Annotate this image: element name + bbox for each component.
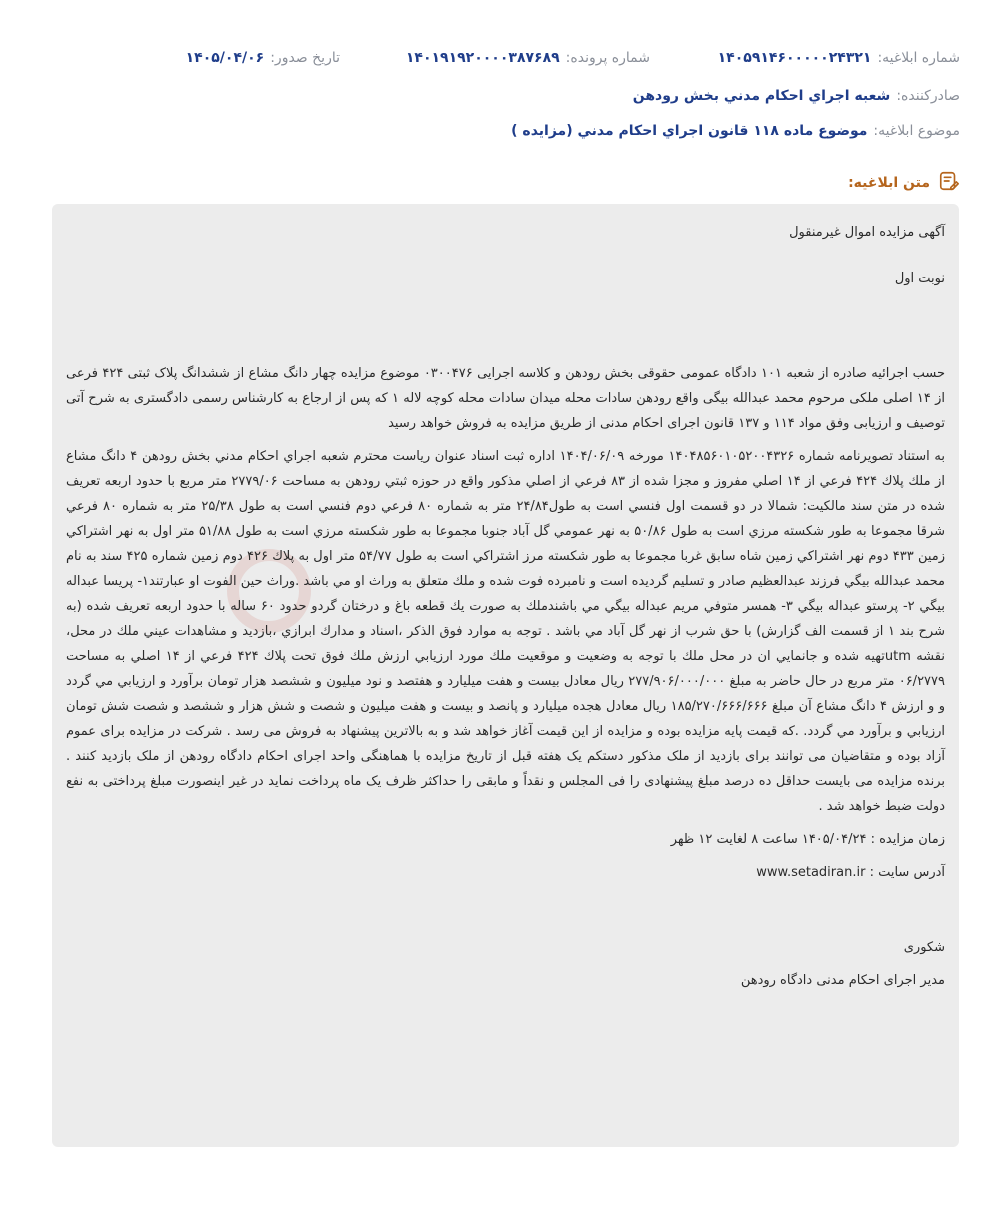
site-address: [66, 860, 945, 885]
site-address-link[interactable]: www.setadiran.ir: [756, 865, 866, 880]
paragraph-2: به استناد تصويرنامه شماره ۱۴۰۴۸۵۶۰۱۰۵۲۰۰۴۳۲۶ مورخه ۱۴۰۴/۰۶/۰۹ اداره ثبت اسناد عنوان رياست محترم شعبه اجراي احكام مدني بخش رودهن ۴ دانگ مشاع از ملك پلاك ۴۲۴ فرعي از ۱۴ اصلي مفروز و مجزا شده از ۸۳ فرعي از اصلي مذكور واقع در حوزه ثبتي رودهن به مساحت ۲۷۷۹/۰۶ متر مربع با حدود اربعه تعريف شده در متن سند مالكيت: شمالا در دو قسمت اول فنسي است به طول۲۴/۸۴ متر به شماره ۸۰ فرعي دوم فنسي است به طول ۲۵/۳۸ متر به شماره ۸۰ فرعي شرقا مجموعا به طور شكسته مرزي است به طول ۵۰/۸۶ به نهر عمومي گل آباد جنوبا مجموعا به طور شكسته مرزي است به طول ۵۱/۸۸ متر اول به نهر اشتراكي زمين ۴۳۳ دوم نهر اشتراكي زمين شاه سابق غربا مجموعا به طور شكسته مرز اشتراكي است به طول ۵۴/۷۷ متر اول به پلاك ۴۲۶ دوم زمين شماره ۴۲۵ سند به نام محمد عبدالله بيگي فرزند عبدالعظيم صادر و تسليم گرديده است و نامبرده فوت شده و ملك متعلق به وراث او مي باشد .وراث حين الفوت او عبارتند۱- پريسا عبداله بيگي ۲- پرستو عبداله بيگي ۳- همسر متوفي مريم عبداله بيگي مي باشندملك به صورت يك قطعه باغ و درختان گردو حدود ۶۰ ساله با حدود اربعه تعريف شده (به شرح بند ۱ از قسمت الف گزارش) با حق شرب از نهر گل آباد مي باشد . توجه به موارد فوق الذكر ،اسناد و مدارك ابرازي ،بازديد و مشاهدات عيني ملك در محل، نقشه utmتهيه شده و جانمايي ان در محل ملك با توجه به وضعيت و موقعيت ملك مورد ارزيابي ارزش ملك فوق تحت پلاك ۴۲۴ فرعي از ۱۴ اصلي به مساحت ۰۶/۲۷۷۹ متر مربع در حال حاضر به مبلغ ۲۷۷/۹۰۶/۰۰۰/۰۰۰ ريال معادل بيست و هفت ميليارد و هفتصد و نود ميليون و ششصد هزار تومان برآورد و ارزيابي مي گردد و و ارزش ۴ دانگ مشاع آن مبلغ ۱۸۵/۲۷۰/۶۶۶/۶۶۶ ريال معادل هجده ميليارد و پانصد و بيست و هفت ميليون و شصت و شش هزار و ششصد و شصت شش تومان ارزيابي و برآورد مي گردد. .که قیمت پایه مزایده بوده و مزایده از این قیمت آغاز خواهد شد و به بالاترین پیشنهاد به فروش می رسد . شرکت در مزایده برای عموم آزاد بوده و متقاضیان می توانند برای بازدید از ملک مذکور دستکم یک هفته قبل از تاریخ مزایده با هماهنگی واحد اجرای احکام دادگاه رودهن از ملک بازدید کنند . برنده مزایده می بایست حداقل ده درصد مبلغ پیشنهادی را فی المجلس و نقداً و مابقی را حداکثر ظرف یک ماه پرداخت نماید در غیر اینصورت مبلغ پرداختی به نفع دولت ضبط خواهد شد .: [66, 449, 946, 814]
paragraph-1: حسب اجرائیه صادره از شعبه ۱۰۱ دادگاه عمومی حقوقی بخش رودهن و کلاسه اجرایی ۰۳۰۰۴۷۶ موضوع مزایده چهار دانگ مشاع از ششدانگ پلاک ثبتی ۴۲۴ فرعی از ۱۴ اصلی ملکی مرحوم محمد عبدالله بیگی واقع رودهن سادات محله میدان سادات محله کوچه لاله ۱ که پس از ارجاع به کارشناس رسمی دادگستری به شرح آتی توصیف و ارزیابی وفق مواد ۱۱۴ و ۱۳۷ قانون اجرای احکام مدنی از طریق مزایده به فروش خواهد رسید: [66, 366, 946, 431]
file-number-label: شماره پرونده:: [565, 50, 650, 66]
site-address-label: آدرس سایت :: [869, 865, 945, 880]
file-number-value: ۱۴۰۱۹۱۹۲۰۰۰۰۳۸۷۶۸۹: [405, 50, 560, 66]
section-title-text: متن ابلاغیه:: [848, 175, 930, 191]
notice-round: نوبت اول: [894, 271, 945, 286]
notice-number: [718, 48, 960, 68]
section-title: [848, 170, 960, 196]
issuer: [633, 86, 960, 106]
issue-date-label: تاریخ صدور:: [270, 50, 340, 66]
notice-body-box: [52, 204, 959, 1147]
subject-value: موضوع ماده ۱۱۸ قانون اجراي احكام مدني (مزايده ): [511, 123, 868, 139]
issuer-label: صادرکننده:: [896, 88, 960, 104]
notice-body: [66, 218, 945, 993]
notice-heading: آگهی مزایده اموال غیرمنقول: [789, 225, 945, 240]
notice-number-label: شماره ابلاغیه:: [877, 50, 960, 66]
issuer-value: شعبه اجراي احكام مدني بخش رودهن: [632, 88, 891, 104]
signature: مدیر اجرای احکام مدنی دادگاه رودهن: [740, 973, 945, 988]
issuer-row: [40, 86, 960, 106]
issue-date-value: ۱۴۰۵/۰۴/۰۶: [185, 50, 265, 66]
subject-label: موضوع ابلاغیه:: [873, 123, 960, 139]
subject: [511, 121, 960, 141]
file-number: [406, 48, 650, 68]
subject-row: [40, 121, 960, 141]
document-edit-icon: [938, 170, 960, 196]
auction-time: زمان مزایده : ۱۴۰۵/۰۴/۲۴ ساعت ۸ لغایت ۱۲ ظهر: [670, 832, 945, 847]
closing-name: شکوری: [903, 940, 945, 955]
notice-number-value: ۱۴۰۵۹۱۴۶۰۰۰۰۰۲۴۳۲۱: [717, 50, 872, 66]
issue-date: [186, 48, 340, 68]
